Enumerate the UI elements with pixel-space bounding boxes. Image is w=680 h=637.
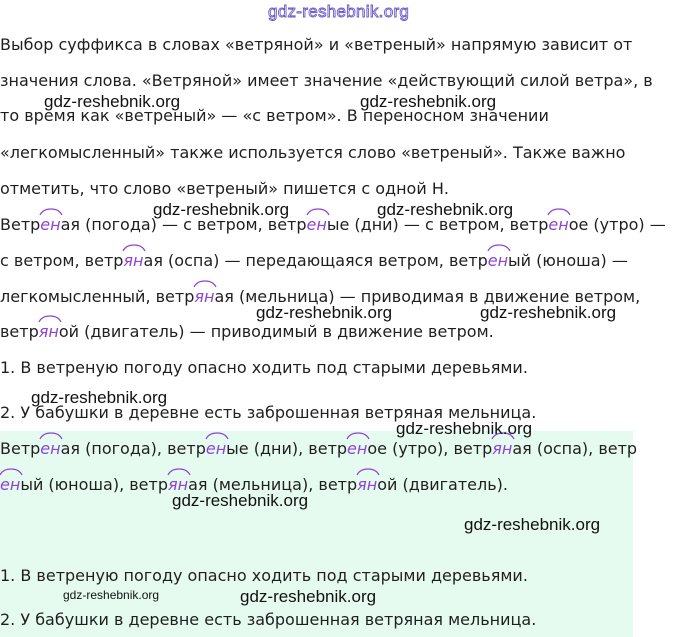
header-watermark: gdz-reshebnik.org (268, 2, 410, 21)
word-analysis-line: Ветрен ая (погода) — с ветром, ветрен ые (дни) — с ветром, ветрен ое (утро) — (0, 215, 666, 234)
explanation-line: Выбор суффикса в словах «ветряной» и «ветреный» напрямую зависит от (0, 35, 633, 54)
suffix-mark: ян (492, 439, 512, 458)
suffix-mark: ен (40, 439, 60, 458)
suffix-arc-icon (205, 432, 229, 440)
answer-line: ен ый (юноша), ветрян ая (мельница), ветрян ой (двигатель). (0, 475, 508, 494)
suffix-arc-icon (38, 315, 62, 323)
word-analysis-line: с ветром, ветрян ая (оспа) — передающаяся ветром, ветрен ый (юноша) — (0, 251, 628, 270)
watermark: gdz-reshebnik.org (256, 303, 393, 322)
suffix-mark: ян (357, 475, 377, 494)
watermark: gdz-reshebnik.org (153, 200, 290, 219)
suffix-arc-icon (306, 208, 330, 216)
suffix-arc-icon (356, 468, 380, 476)
suffix-arc-icon (487, 244, 511, 252)
answer-line: Ветрен ая (погода), ветрен ые (дни), ветрен ое (утро), ветрян ая (оспа), ветр (0, 439, 637, 458)
watermark: gdz-reshebnik.org (464, 515, 601, 534)
watermark: gdz-reshebnik.org (240, 587, 377, 606)
suffix-mark: ян (39, 322, 59, 341)
watermark: gdz-reshebnik.org (31, 388, 168, 407)
suffix-arc-icon (346, 432, 370, 440)
word-analysis-line: легкомысленный, ветрян ая (мельница) — приводимая в движение ветром, (0, 287, 640, 306)
explanation-line: то время как «ветреный» — «с ветром». В переносном значении (0, 106, 549, 125)
answer-sentence: 1. В ветреную погоду опасно ходить под старыми деревьями. (0, 566, 528, 585)
suffix-mark: ян (168, 475, 188, 494)
example-sentence: 1. В ветреную погоду опасно ходить под старыми деревьями. (0, 358, 528, 377)
watermark: gdz-reshebnik.org (360, 92, 497, 111)
suffix-arc-icon (39, 432, 63, 440)
word-analysis-line: ветрян ой (двигатель) — приводимый в движение ветром. (0, 322, 494, 341)
watermark: gdz-reshebnik.org (172, 491, 309, 510)
suffix-mark: ен (548, 215, 568, 234)
explanation-line: отметить, что слово «ветреный» пишется с одной Н. (0, 179, 449, 198)
suffix-arc-icon (547, 208, 571, 216)
suffix-mark: ян (194, 287, 214, 306)
suffix-mark: ян (123, 251, 143, 270)
watermark: gdz-reshebnik.org (63, 588, 160, 602)
watermark: gdz-reshebnik.org (396, 419, 533, 438)
explanation-line: «легкомысленный» также используется слово «ветреный». Также важно (0, 143, 626, 162)
suffix-mark: ен (206, 439, 226, 458)
answer-sentence: 2. У бабушки в деревне есть заброшенная ветряная мельница. (0, 610, 537, 629)
watermark: gdz-reshebnik.org (44, 92, 181, 111)
suffix-mark: ен (488, 251, 508, 270)
suffix-arc-icon (39, 208, 63, 216)
suffix-mark: ен (307, 215, 327, 234)
explanation-line: значения слова. «Ветряной» имеет значение «действующий силой ветра», в (0, 71, 653, 90)
suffix-mark: ен (0, 475, 20, 494)
suffix-mark: ен (40, 215, 60, 234)
suffix-arc-icon (0, 468, 23, 476)
suffix-mark: ен (347, 439, 367, 458)
suffix-arc-icon (193, 280, 217, 288)
suffix-arc-icon (122, 244, 146, 252)
watermark: gdz-reshebnik.org (377, 200, 514, 219)
watermark: gdz-reshebnik.org (480, 303, 617, 322)
suffix-arc-icon (167, 468, 191, 476)
example-sentence: 2. У бабушки в деревне есть заброшенная ветряная мельница. (0, 403, 537, 422)
